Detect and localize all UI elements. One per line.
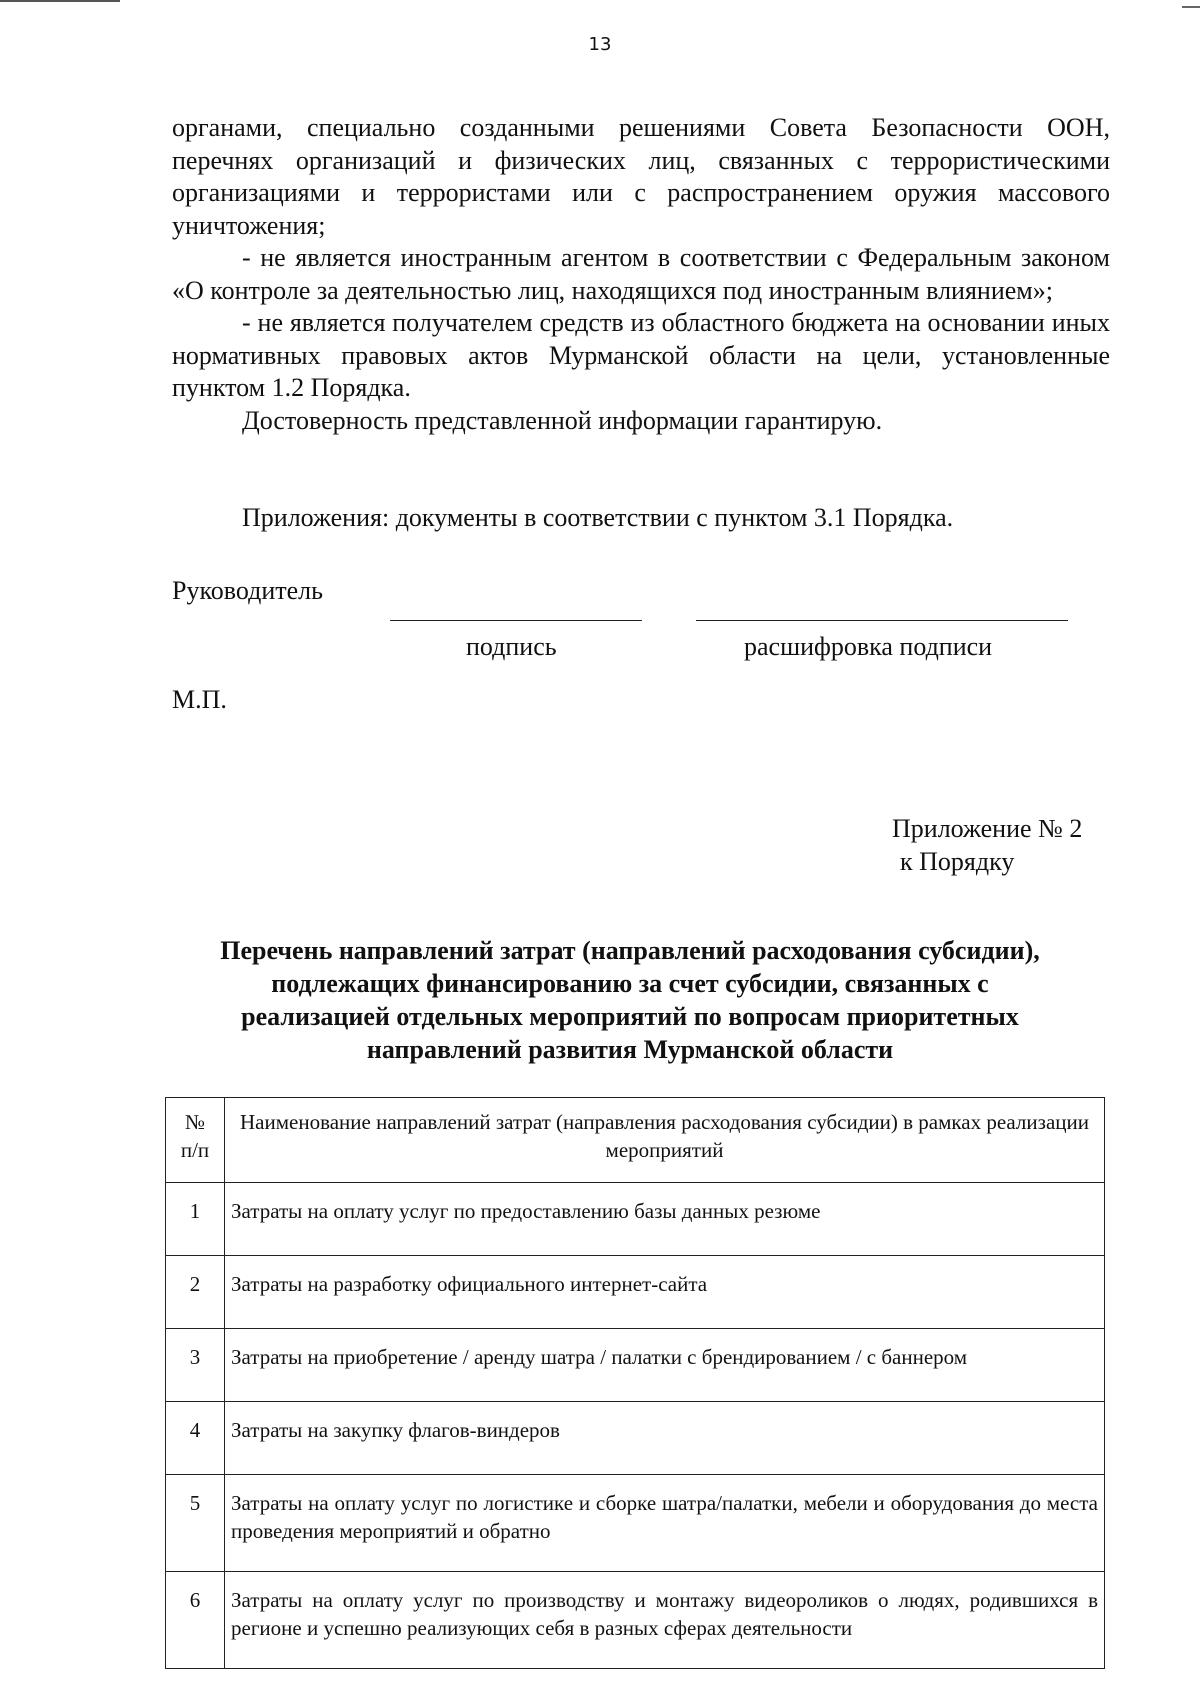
- signature-decoding-caption: расшифровка подписи: [744, 632, 993, 661]
- appendix-line-2: к Порядку: [900, 847, 1015, 876]
- signature-decoding-line: [696, 620, 1068, 621]
- list-title: [150, 934, 1110, 1066]
- row-number: 6: [166, 1572, 225, 1669]
- appendix-reference: [892, 812, 1082, 878]
- row-text: Затраты на приобретение / аренду шатра / палатки с брендированием / с баннером: [225, 1329, 1105, 1402]
- paragraph-foreign-agent: - не является иностранным агентом в соответствии с Федеральным законом «О контроле за деятельностью лиц, находящихся под иностранным влиянием»;: [172, 243, 1110, 305]
- row-number: 5: [166, 1475, 225, 1572]
- table-row: [166, 1572, 1105, 1669]
- body-text: [172, 112, 1110, 437]
- row-number: 4: [166, 1402, 225, 1475]
- table-row: [166, 1402, 1105, 1475]
- row-text: Затраты на закупку флагов-виндеров: [225, 1402, 1105, 1475]
- attachments-line: Приложения: документы в соответствии с пунктом 3.1 Порядка.: [242, 503, 954, 532]
- paragraph-reliability: Достоверность представленной информации гарантирую.: [242, 405, 883, 435]
- list-title-line-3: реализацией отдельных мероприятий по вопросам приоритетных: [241, 1002, 1019, 1031]
- row-text: Затраты на разработку официального интернет-сайта: [225, 1256, 1105, 1329]
- table-header-row: [166, 1098, 1105, 1183]
- row-text: Затраты на оплату услуг по логистике и сборке шатра/палатки, мебели и оборудования до места проведения мероприятий и обратно: [225, 1475, 1105, 1572]
- list-title-line-4: направлений развития Мурманской области: [366, 1035, 894, 1064]
- table-row: [166, 1256, 1105, 1329]
- scan-edge-mark-right: [1182, 6, 1200, 8]
- signature-line: [390, 620, 642, 621]
- header-number-cell: № п/п: [166, 1098, 225, 1183]
- page-number: 13: [588, 34, 612, 55]
- table-row: [166, 1475, 1105, 1572]
- row-number: 1: [166, 1183, 225, 1256]
- head-label: Руководитель: [172, 576, 323, 605]
- stamp-label: М.П.: [172, 685, 227, 714]
- scan-edge-mark: [0, 0, 120, 2]
- row-number: 3: [166, 1329, 225, 1402]
- paragraph-budget-recipient: - не является получателем средств из областного бюджета на основании иных нормативных правовых актов Мурманской области на цели, установленные пунктом 1.2 Порядка.: [172, 308, 1110, 402]
- signature-caption: подпись: [466, 632, 557, 661]
- row-number: 2: [166, 1256, 225, 1329]
- appendix-line-1: Приложение № 2: [892, 814, 1083, 843]
- table-row: [166, 1329, 1105, 1402]
- table-row: [166, 1183, 1105, 1256]
- paragraph-continuation: органами, специально созданными решениями Совета Безопасности ООН, перечнях организаций и физических лиц, связанных с террористическими организациями и террористами или с распространением оружия массового уничтожения;: [172, 113, 1110, 240]
- row-text: Затраты на оплату услуг по предоставлению базы данных резюме: [225, 1183, 1105, 1256]
- cost-directions-table: [165, 1097, 1105, 1669]
- header-name-cell: Наименование направлений затрат (направления расходования субсидии) в рамках реализации мероприятий: [225, 1098, 1105, 1183]
- list-title-line-1: Перечень направлений затрат (направлений расходования субсидии),: [220, 936, 1040, 965]
- list-title-line-2: подлежащих финансированию за счет субсидии, связанных с: [271, 969, 989, 998]
- row-text: Затраты на оплату услуг по производству и монтажу видеороликов о людях, родившихся в регионе и успешно реализующих себя в разных сферах деятельности: [225, 1572, 1105, 1669]
